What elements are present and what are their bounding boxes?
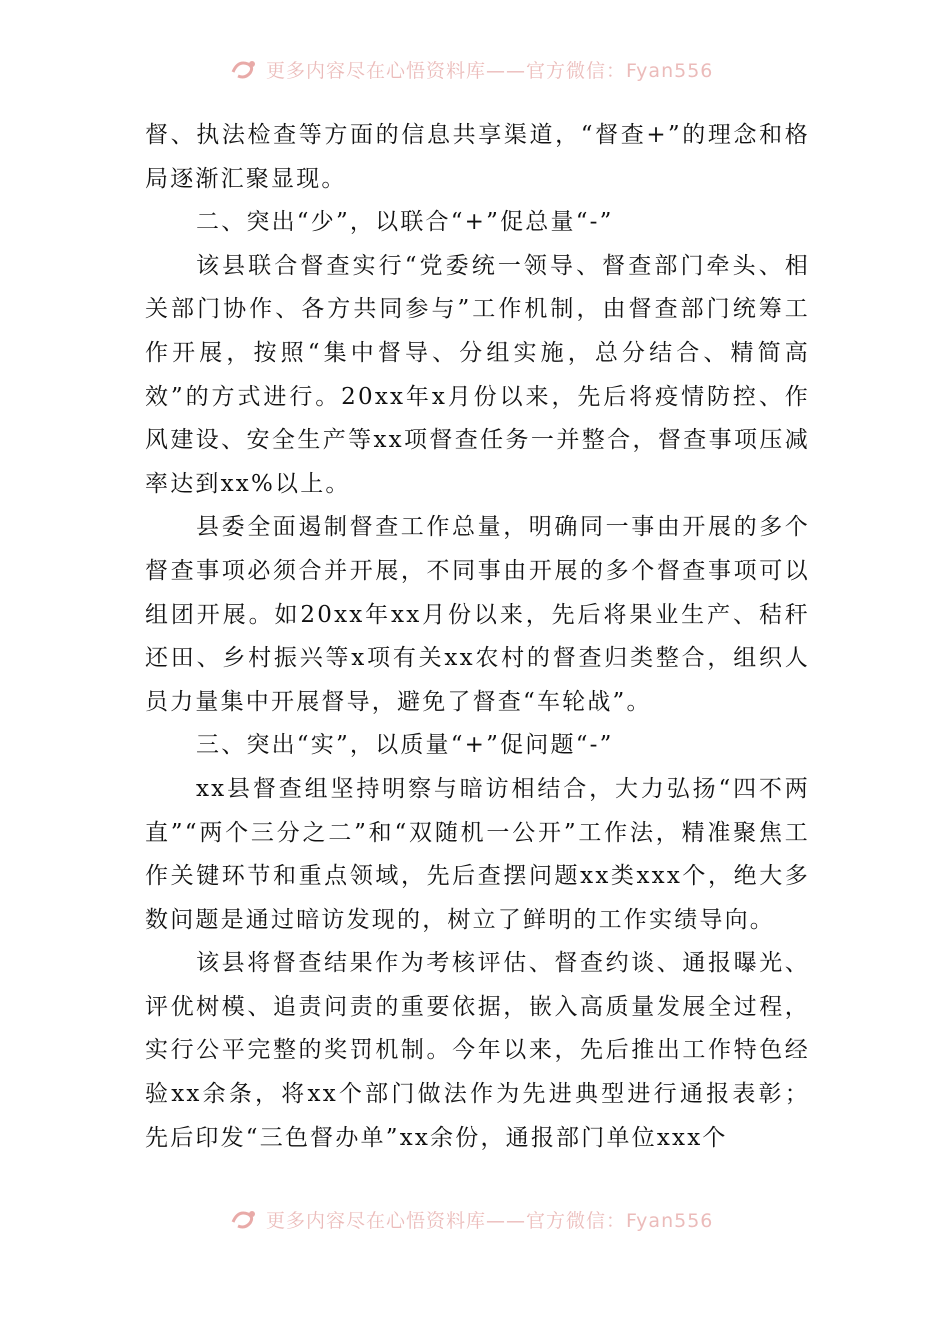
document-body: [145, 114, 810, 1160]
paragraph-4: xx县督查组坚持明察与暗访相结合，大力弘扬“四不两直”“两个三分之二”和“双随机一公开”工作法，精准聚焦工作关键环节和重点领域，先后查摆问题xx类xxx个，绝大多数问题是通过暗访发现的，树立了鲜明的工作实绩导向。: [145, 775, 810, 933]
watermark-text: 更多内容尽在心悟资料库——官方微信：Fyan556: [266, 1209, 714, 1232]
watermark-logo-icon: [230, 58, 260, 80]
watermark-bottom: [230, 1206, 750, 1232]
paragraph-3: 县委全面遏制督查工作总量，明确同一事由开展的多个督查事项必须合并开展，不同事由开展的多个督查事项可以组团开展。如20xx年xx月份以来，先后将果业生产、秸秆还田、乡村振兴等x项有关xx农村的督查归类整合，组织人员力量集中开展督导，避免了督查“车轮战”。: [145, 514, 810, 715]
paragraph-1: 督、执法检查等方面的信息共享渠道，“督查+”的理念和格局逐渐汇聚显现。: [145, 122, 810, 192]
watermark-text: 更多内容尽在心悟资料库——官方微信：Fyan556: [266, 59, 714, 82]
watermark-logo-icon: [230, 1208, 260, 1230]
watermark-top: [230, 56, 750, 82]
section-heading-3: 三、突出“实”，以质量“+”促问题“-”: [196, 732, 614, 759]
section-heading-2: 二、突出“少”，以联合“+”促总量“-”: [196, 209, 614, 236]
paragraph-5: 该县将督查结果作为考核评估、督查约谈、通报曝光、评优树模、追责问责的重要依据，嵌入高质量发展全过程，实行公平完整的奖罚机制。今年以来，先后推出工作特色经验xx余条，将xx个部门做法作为先进典型进行通报表彰；先后印发“三色督办单”xx余份，通报部门单位xxx个: [145, 950, 810, 1151]
paragraph-2: 该县联合督查实行“党委统一领导、督查部门牵头、相关部门协作、各方共同参与”工作机制，由督查部门统筹工作开展，按照“集中督导、分组实施，总分结合、精简高效”的方式进行。20xx年x月份以来，先后将疫情防控、作风建设、安全生产等xx项督查任务一并整合，督查事项压减率达到xx%以上。: [145, 252, 810, 497]
